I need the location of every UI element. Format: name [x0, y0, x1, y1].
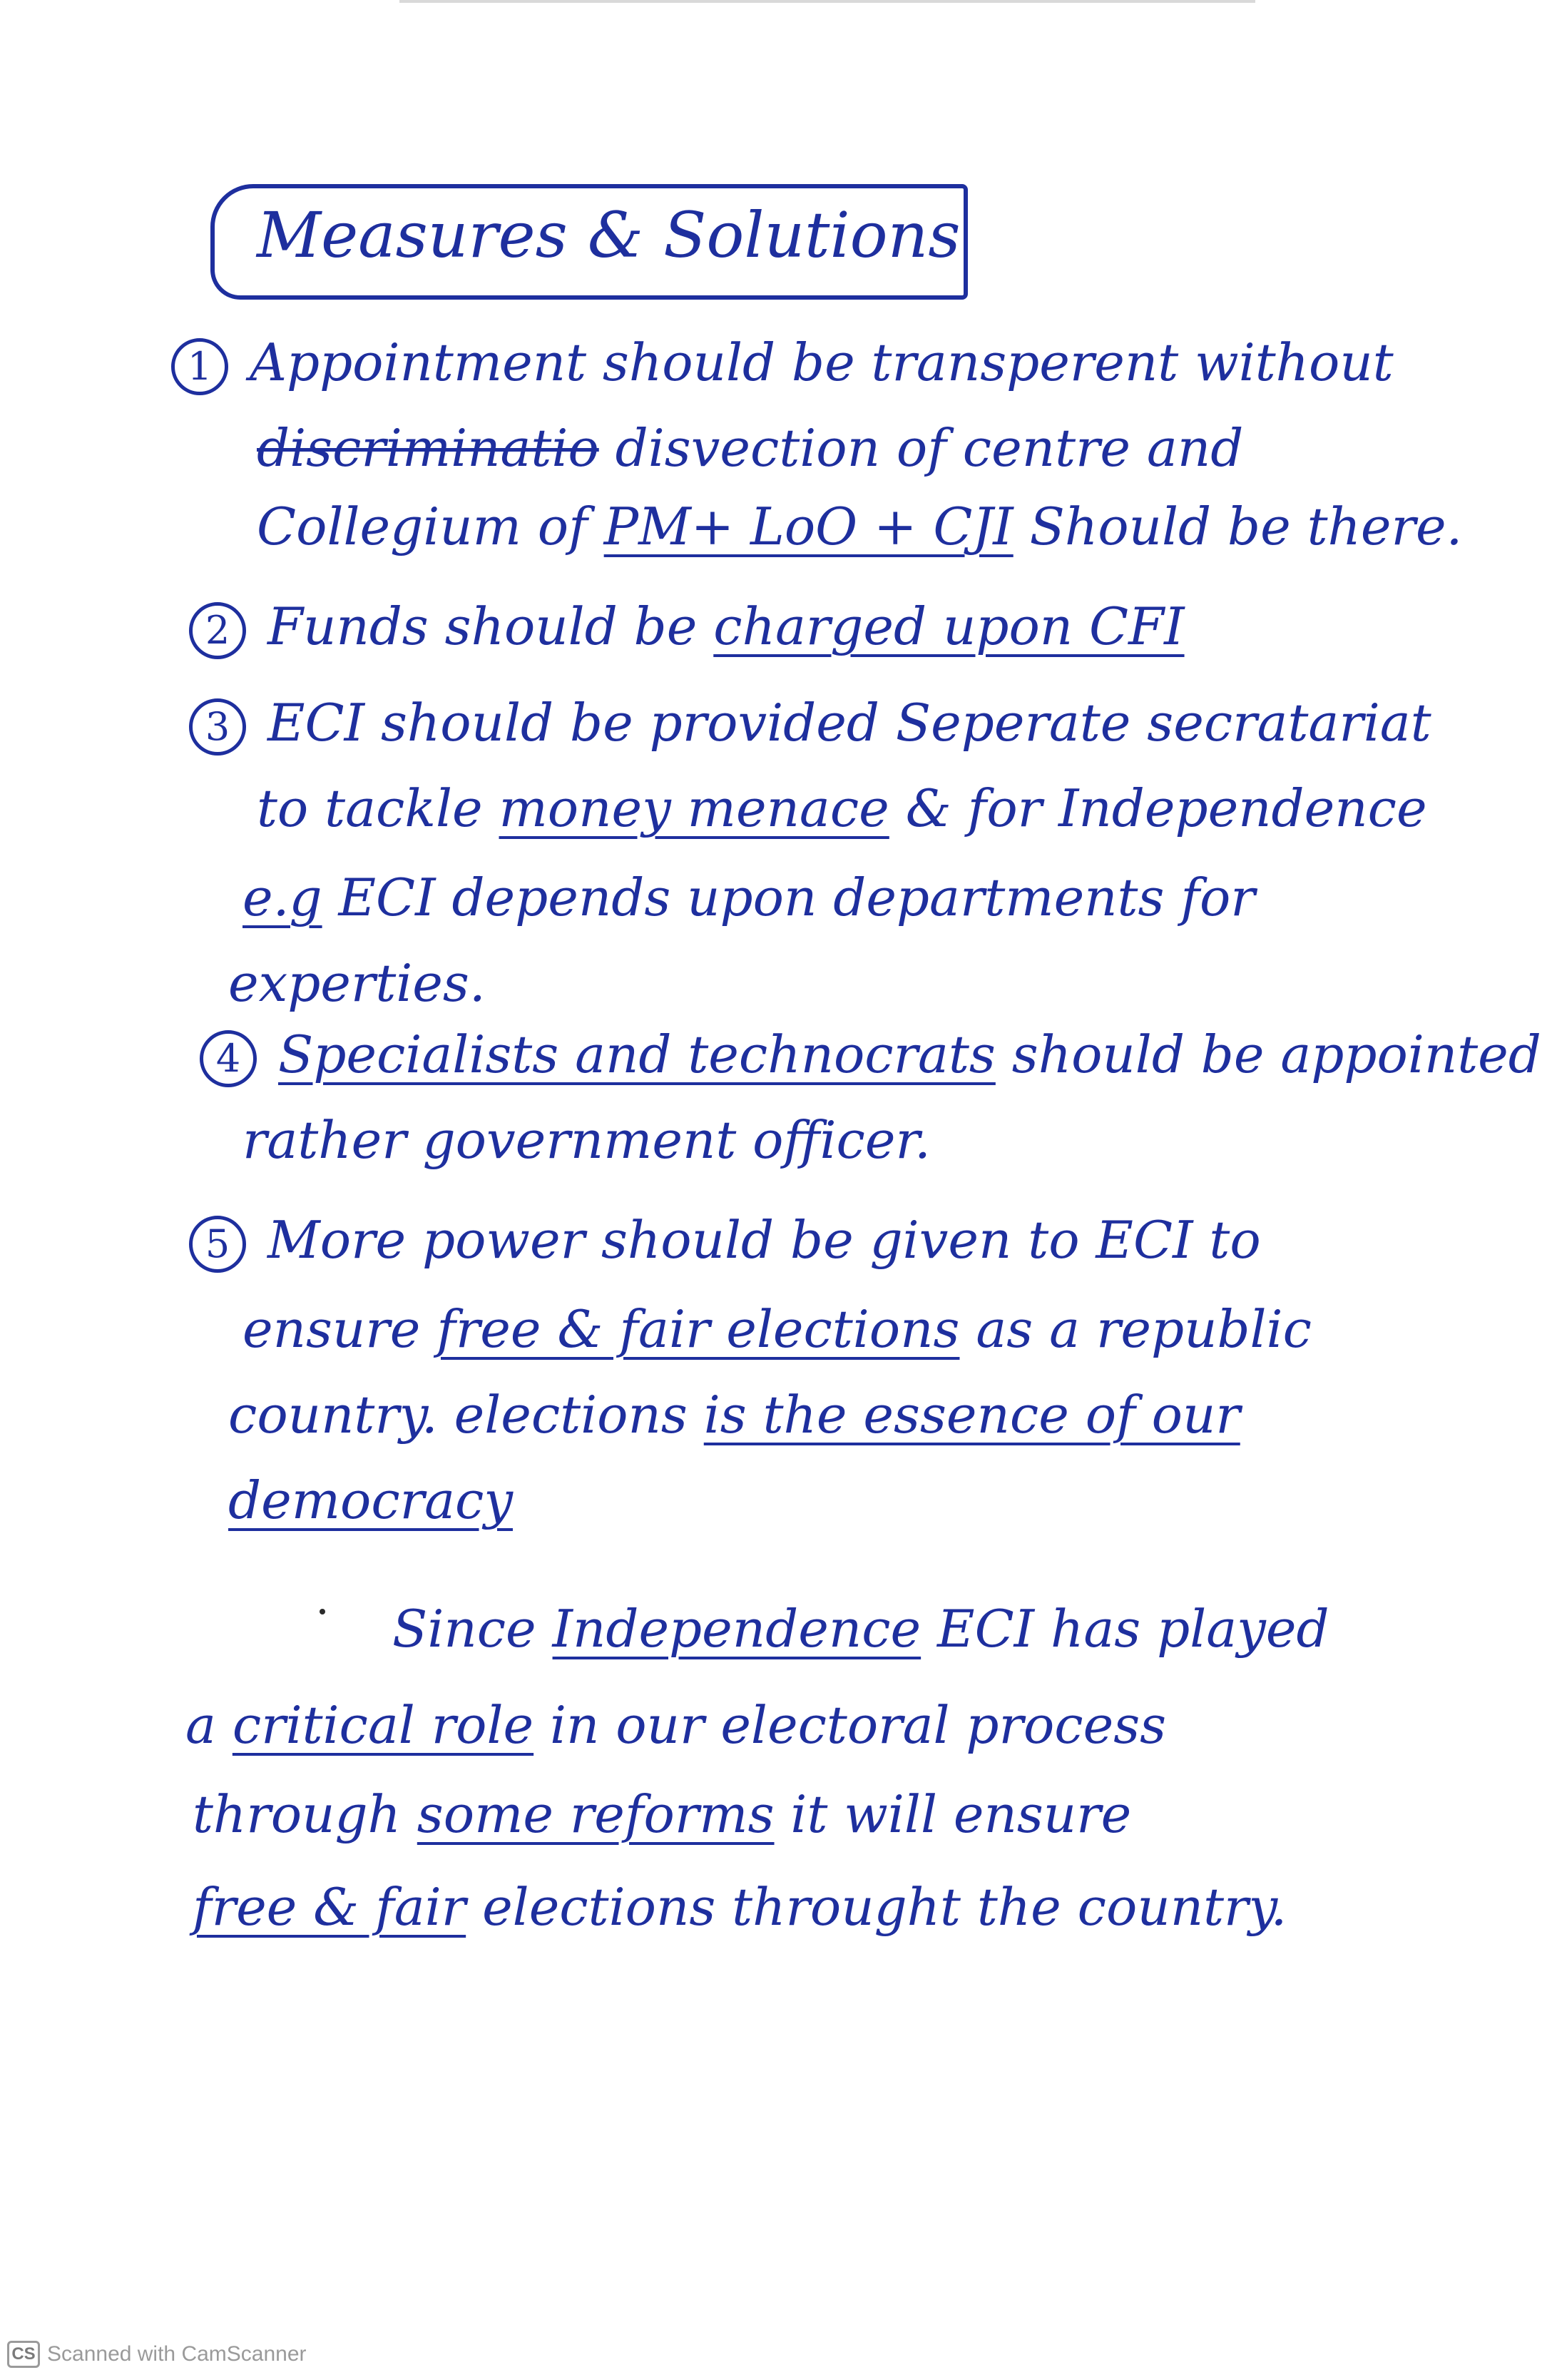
point-5-text-3a: country. elections	[228, 1385, 688, 1445]
point-1-text-2: disvection of centre and	[615, 418, 1244, 478]
point-1-struck-word: discriminatio	[257, 418, 599, 478]
conclusion-text-1b: ECI has played	[937, 1599, 1329, 1659]
point-3-text-2b: & for Independence	[905, 778, 1427, 838]
conclusion-text-3a: through	[193, 1784, 401, 1844]
point-3-text-4: experties.	[228, 953, 486, 1013]
conclusion-line-4	[193, 1873, 1287, 1941]
point-1-line-1	[171, 328, 1394, 397]
point-5-line-1	[189, 1206, 1261, 1274]
conclusion-text-2-underlined: critical role	[232, 1695, 534, 1755]
conclusion-text-3-underlined: some reforms	[417, 1784, 775, 1844]
point-4-number: 4	[200, 1030, 257, 1087]
point-2-text-1a: Funds should be	[267, 596, 698, 656]
scan-edge-line	[399, 0, 1255, 3]
point-2-text-underlined: charged upon CFI	[713, 596, 1185, 656]
point-4-line-2	[242, 1106, 931, 1174]
conclusion-text-4-underlined: free & fair	[193, 1877, 466, 1937]
conclusion-text-3b: it will ensure	[790, 1784, 1132, 1844]
point-3-text-1: ECI should be provided Seperate secratariat	[267, 693, 1431, 753]
point-3-number: 3	[189, 698, 246, 756]
point-3-line-3	[242, 863, 1255, 932]
point-3-text-2a: to tackle	[257, 778, 483, 838]
point-4-text-2: rather government officer.	[242, 1110, 931, 1170]
conclusion-line-3	[193, 1780, 1131, 1848]
point-5-line-4	[228, 1466, 513, 1535]
conclusion-line-2	[185, 1691, 1166, 1759]
point-2-number: 2	[189, 602, 246, 659]
conclusion-text-1a: Since	[392, 1599, 536, 1659]
point-1-line-3	[257, 492, 1462, 561]
point-3-text-2-underlined: money menace	[499, 778, 889, 838]
conclusion-text-2a: a	[185, 1695, 216, 1755]
point-1-text-3a: Collegium of	[257, 497, 588, 556]
point-1-number: 1	[171, 338, 228, 395]
point-5-text-1: More power should be given to ECI to	[267, 1210, 1261, 1270]
point-4-line-1	[200, 1020, 1541, 1089]
conclusion-text-1-underlined: Independence	[552, 1599, 922, 1659]
point-5-number: 5	[189, 1216, 246, 1273]
point-1-text-3-underlined: PM+ LoO + CJI	[603, 497, 1014, 556]
point-2-line-1	[189, 592, 1185, 661]
conclusion-text-2b: in our electoral process	[550, 1695, 1167, 1755]
point-3-line-1	[189, 688, 1431, 757]
point-3-eg: e.g	[242, 868, 322, 927]
point-5-text-3-underlined: is the essence of our	[703, 1385, 1240, 1445]
page-heading: Measures & Solutions	[257, 198, 961, 272]
point-5-text-4-underlined: democracy	[228, 1470, 513, 1530]
point-5-text-2-underlined: free & fair elections	[436, 1299, 960, 1359]
camscanner-logo-icon: CS	[7, 2341, 40, 2368]
point-5-text-2a: ensure	[242, 1299, 421, 1359]
ink-dot	[320, 1609, 325, 1614]
point-3-line-2	[257, 774, 1427, 843]
conclusion-text-4b: elections throught the country.	[482, 1877, 1287, 1937]
point-5-line-3	[228, 1380, 1240, 1449]
point-1-text-1: Appointment should be transperent without	[250, 332, 1394, 392]
camscanner-text: Scanned with CamScanner	[47, 2342, 307, 2366]
point-5-line-2	[242, 1295, 1312, 1363]
conclusion-line-1	[392, 1595, 1329, 1663]
point-1-line-2	[257, 414, 1243, 482]
camscanner-watermark	[7, 2340, 307, 2369]
point-3-text-3: ECI depends upon departments for	[338, 868, 1255, 927]
point-4-text-underlined: Specialists and technocrats	[278, 1024, 996, 1084]
point-4-text-1b: should be appointed	[1011, 1024, 1541, 1084]
point-5-text-2b: as a republic	[976, 1299, 1312, 1359]
point-1-text-3b: Should be there.	[1029, 497, 1463, 556]
point-3-line-4	[228, 949, 486, 1017]
